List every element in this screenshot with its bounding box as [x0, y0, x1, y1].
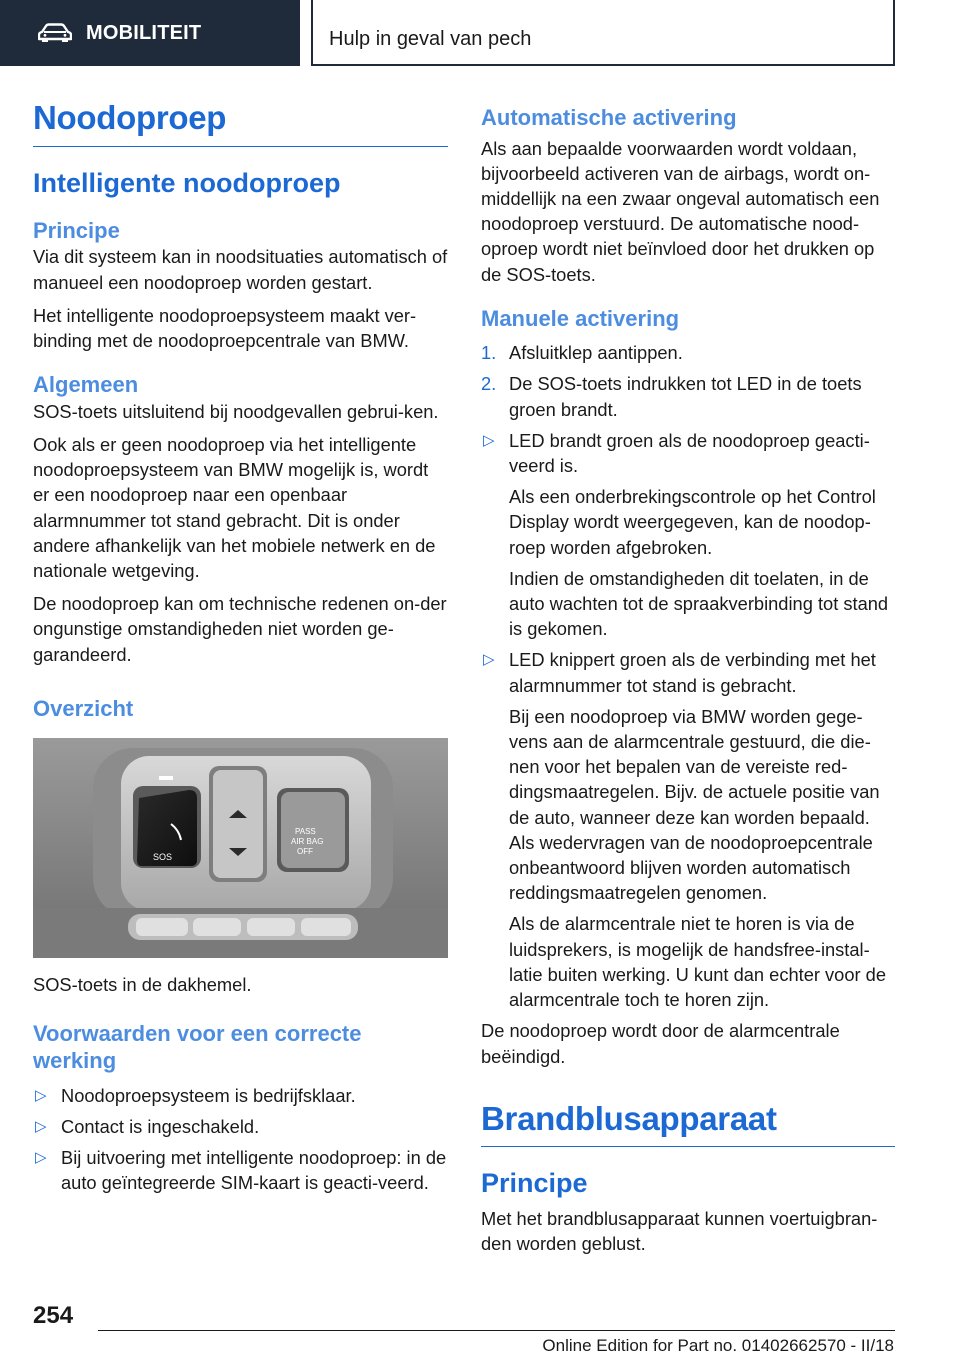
off-label: OFF	[297, 847, 313, 857]
pass-label: PASS	[295, 827, 316, 837]
heading-automatisch: Automatische activering	[481, 105, 737, 130]
heading-manueel: Manuele activering	[481, 305, 680, 331]
list-item	[33, 1083, 448, 1108]
heading-voorwaarden: Voorwaarden voor een correcte werking	[33, 1020, 362, 1074]
list-item-text: Bij uitvoering met intelligente noodoproep: in de auto geïntegreerde SIM-kaart is geacti‐veerd.	[61, 1146, 447, 1194]
conditions-list	[33, 1083, 448, 1196]
page-number: 254	[33, 1302, 74, 1329]
list-item	[33, 1145, 448, 1195]
heading-algemeen: Algemeen	[33, 372, 139, 398]
sub-paragraph: Bij een noodoproep via BMW worden gege‐vens aan de alarmcentrale gestuurd, die die‐nen voor het bepalen van de vereiste red‐dingsmaatregelen. Bijv. de actuele positie van de auto, wanneer deze kan worden bepaald. Als wedervragen van de noodoproepcentrale onbeantwoord blijven worden automatisch reddingsmaatregelen genomen.	[509, 705, 880, 904]
paragraph: Via dit systeem kan in noodsituaties automatisch of manueel een noodoproep worden gestart.	[33, 246, 448, 293]
step-text: Afsluitklep aantippen.	[509, 342, 683, 364]
triangle-bullet-icon: ▷	[35, 1148, 47, 1166]
triangle-bullet-icon: ▷	[483, 431, 495, 449]
left-column	[33, 98, 448, 1201]
right-column	[481, 98, 895, 1256]
paragraph: De noodoproep kan om technische redenen on‐der ongunstige omstandigheden niet worden ge‐garandeerd.	[33, 593, 447, 665]
list-item	[33, 1114, 448, 1139]
list-item	[481, 371, 895, 421]
subtitle: Intelligente noodoproep	[33, 167, 341, 198]
heading-principe: Principe	[33, 217, 120, 243]
paragraph: Het intelligente noodoproepsysteem maakt ver‐binding met de noodoproepcentrale van BMW.	[33, 304, 417, 352]
paragraph: De noodoproep wordt door de alarmcentrale beëindigd.	[481, 1020, 840, 1067]
led-list	[481, 647, 895, 697]
led-list	[481, 428, 895, 478]
paragraph: Met het brandblusapparaat kunnen voertuigbran‐den worden geblust.	[481, 1207, 878, 1254]
list-item	[481, 428, 895, 478]
list-item-text: LED brandt groen als de noodoproep geacti‐veerd is.	[509, 429, 870, 477]
paragraph: Ook als er geen noodoproep via het intelligente noodoproepsysteem van BMW mogelijk is, wordt er een noodoproep naar een openbaar alarmnummer tot stand gebracht. Dit is onder andere afhankelijk van het mobiele netwerk en de nationale wetgeving.	[33, 434, 436, 582]
sub-paragraph: Als een onderbrekingscontrole op het Control Display wordt weergegeven, kan de noodop‐roep worden afgebroken.	[509, 486, 876, 558]
sos-label: SOS	[153, 852, 173, 863]
triangle-bullet-icon: ▷	[35, 1086, 47, 1104]
sos-button-photo	[33, 738, 448, 958]
chapter-title: Hulp in geval van pech	[311, 0, 895, 66]
sub-paragraph: Als de alarmcentrale niet te horen is via de luidsprekers, is mogelijk de handsfree-instal‐latie buiten werking. U kunt dan echter voor de alarmcentrale toch te horen zijn.	[509, 913, 887, 1011]
page-title: Noodoproep	[33, 98, 448, 147]
section-label: MOBILITEIT	[86, 21, 202, 44]
triangle-bullet-icon: ▷	[35, 1117, 47, 1135]
sub-paragraph: Indien de omstandigheden dit toelaten, in de auto wachten tot de spraakverbinding tot stand is gekomen.	[509, 567, 889, 640]
section-tab	[0, 0, 300, 66]
paragraph: SOS-toets uitsluitend bij noodgevallen gebrui‐ken.	[33, 400, 439, 422]
step-text: De SOS-toets indrukken tot LED in de toets groen brandt.	[509, 373, 862, 420]
image-caption: SOS-toets in de dakhemel.	[33, 974, 252, 996]
paragraph: Als aan bepaalde voorwaarden wordt voldaan, bijvoorbeeld activeren van de airbags, wordt on‐middellijk na een zwaar ongeval automatisch een noodoproep verstuurd. De automatische nood‐oproep wordt niet beïnvloed door het drukken op de SOS-toets.	[481, 137, 880, 285]
car-icon	[38, 23, 72, 43]
list-item-text: LED knippert groen als de verbinding met het alarmnummer tot stand is gebracht.	[509, 649, 876, 696]
heading-overzicht: Overzicht	[33, 695, 134, 721]
heading-principe-brand: Principe	[481, 1168, 588, 1199]
list-item	[481, 340, 895, 365]
footer-divider	[98, 1330, 895, 1331]
list-item-text: Noodoproepsysteem is bedrijfsklaar.	[61, 1084, 356, 1106]
airbag-label: AIR BAG	[291, 837, 324, 847]
steps-list	[481, 340, 895, 422]
step-number: 1.	[481, 342, 497, 364]
edition-note: Online Edition for Part no. 01402662570 - II/18	[542, 1336, 894, 1355]
triangle-bullet-icon: ▷	[483, 651, 495, 669]
list-item-text: Contact is ingeschakeld.	[61, 1115, 260, 1137]
section-title-brand: Brandblusapparaat	[481, 1099, 895, 1148]
step-number: 2.	[481, 373, 497, 395]
list-item	[481, 647, 895, 697]
